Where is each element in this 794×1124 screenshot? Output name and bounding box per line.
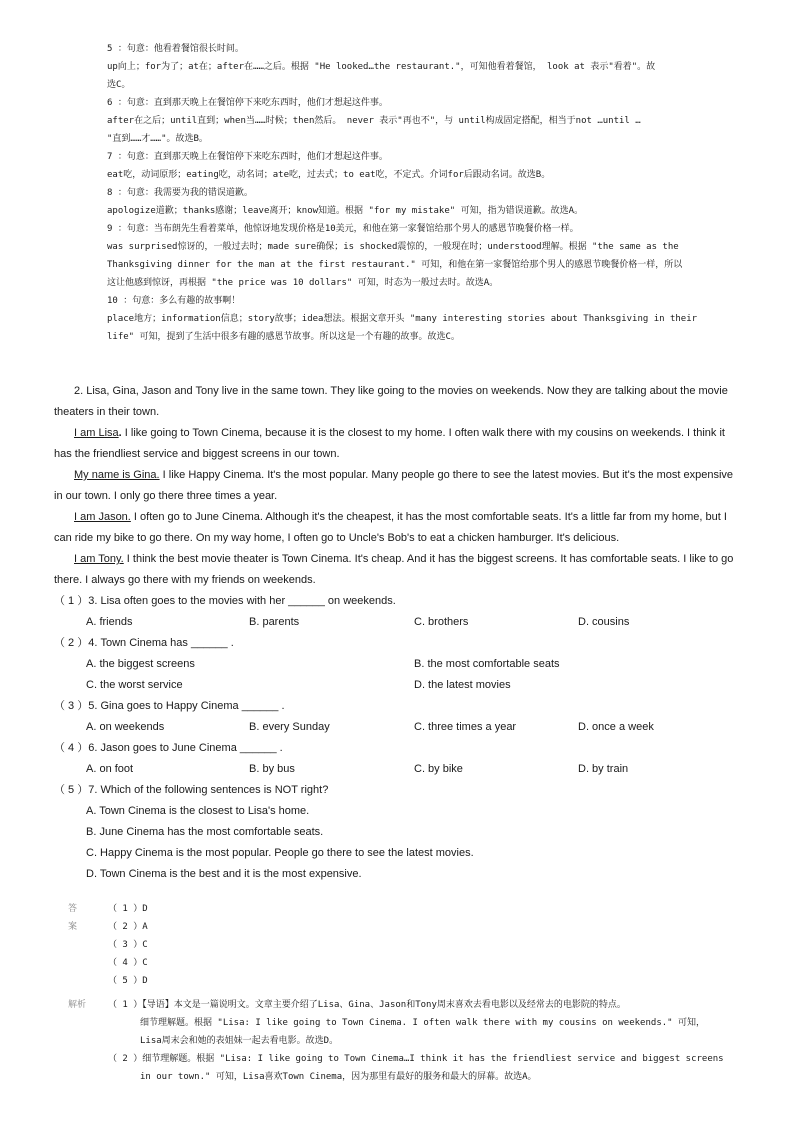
answer-option[interactable]: C. Happy Cinema is the most popular. People go there to see the latest movies. bbox=[86, 847, 474, 859]
speaker-punct: . bbox=[118, 427, 122, 439]
answer-option[interactable]: C. by bike bbox=[414, 763, 463, 775]
explanation-line: was surprised惊讶的，一般过去时；made sure确保；is shocked震惊的，一般现在时；understood理解。根据 "the same as the bbox=[107, 242, 679, 252]
explanation-line: Thanksgiving dinner for the man at the first restaurant." 可知，和他在第一家餐馆给那个男人的感恩节晚餐价格一样，所以 bbox=[107, 260, 683, 270]
answer-option[interactable]: D. cousins bbox=[578, 616, 630, 628]
explanation-line: 9 ：句意：当布朗先生看着菜单，他惊讶地发现价格是10美元，和他在第一家餐馆给那个男人的感恩节晚餐价格一样。 bbox=[107, 224, 579, 234]
explanation-line: 5 ：句意：他看着餐馆很长时间。 bbox=[107, 44, 244, 54]
answer-option[interactable]: A. friends bbox=[86, 616, 133, 628]
answer-option[interactable]: B. June Cinema has the most comfortable seats. bbox=[86, 826, 324, 838]
explanation-line: place地方；information信息；story故事；idea想法。根据文章开头 "many interesting stories about Thanksgiving in their bbox=[107, 314, 698, 324]
answer-item: （ 3 ）C bbox=[108, 940, 148, 950]
speaker-tony: I am Tony. bbox=[74, 553, 124, 565]
option-row bbox=[54, 654, 744, 675]
paragraph-text: I think the best movie theater is Town Cinema. It's cheap. And it has the biggest screens. It has comfortable seats. I like to go there. I always go there with my friends on weekends. bbox=[54, 553, 734, 586]
analysis-body bbox=[108, 996, 728, 1086]
question-stem: （ 1 ）3. Lisa often goes to the movies with her ______ on weekends. bbox=[54, 595, 396, 607]
paragraph-lisa bbox=[54, 423, 744, 465]
explanation-line: life" 可知，提到了生活中很多有趣的感恩节故事。所以这是一个有趣的故事。故选C。 bbox=[107, 332, 460, 342]
question-stem: （ 4 ）6. Jason goes to June Cinema ______ . bbox=[54, 742, 283, 754]
analysis-line: 细节理解题。根据 "Lisa: I like going to Town Cinema. I often walk there with my cousins on weekends." 可知， bbox=[140, 1018, 705, 1028]
previous-explanation bbox=[107, 40, 727, 346]
explanation-line: apologize道歉；thanks感谢；leave离开；know知道。根据 "for my mistake" 可知，指为错误道歉。故选A。 bbox=[107, 206, 583, 216]
question-item bbox=[54, 696, 744, 738]
answer-option[interactable]: A. the biggest screens bbox=[86, 658, 195, 670]
explanation-line: eat吃，动词原形；eating吃，动名词；ate吃，过去式；to eat吃，不定式。介词for后跟动名词。故选B。 bbox=[107, 170, 551, 180]
question-item bbox=[54, 780, 744, 885]
explanation-line: 这让他感到惊讶，再根据 "the price was 10 dollars" 可知，时态为一般过去时。故选A。 bbox=[107, 278, 499, 288]
speaker-lisa: I am Lisa bbox=[74, 427, 119, 439]
question-stem: （ 5 ）7. Which of the following sentences is NOT right? bbox=[54, 784, 329, 796]
analysis-line: （ 2 ）细节理解题。根据 "Lisa: I like going to Town Cinema…I think it has the friendliest service and biggest screens bbox=[108, 1054, 724, 1064]
explanation-line: 选C。 bbox=[107, 80, 131, 90]
explanation-line: up向上；for为了；at在；after在……之后。根据 "He looked…the restaurant."，可知他看着餐馆， look at 表示"看着"。故 bbox=[107, 62, 656, 72]
explanation-line: 10 ：句意：多么有趣的故事啊！ bbox=[107, 296, 241, 306]
answer-option[interactable]: B. every Sunday bbox=[249, 721, 330, 733]
explanation-line: 8 ：句意：我需要为我的错误道歉。 bbox=[107, 188, 253, 198]
question-stem: （ 2 ）4. Town Cinema has ______ . bbox=[54, 637, 234, 649]
question-item bbox=[54, 738, 744, 780]
analysis-line: （ 1 ）【导语】本文是一篇说明文。文章主要介绍了Lisa、Gina、Jason和Tony周末喜欢去看电影以及经常去的电影院的特点。 bbox=[108, 1000, 626, 1010]
explanation-line: after在之后；until直到；when当……时候；then然后。 never 表示"再也不"，与 until构成固定搭配，相当于not …until … bbox=[107, 116, 641, 126]
paragraph-text: I often go to June Cinema. Although it's the cheapest, it has the most comfortable seats. It's a little far from my home, but I can ride my bike to go there. On my way home, I often go to Uncle's Bob's to eat a chicken hamburger. It's delicious. bbox=[54, 511, 727, 544]
answer-option[interactable]: D. the latest movies bbox=[414, 679, 511, 691]
answer-option[interactable]: D. by train bbox=[578, 763, 629, 775]
answer-option[interactable]: A. on foot bbox=[86, 763, 134, 775]
question-stem: （ 3 ）5. Gina goes to Happy Cinema ______ . bbox=[54, 700, 285, 712]
explanation-line: 6 ：句意：直到那天晚上在餐馆停下来吃东西时，他们才想起这件事。 bbox=[107, 98, 388, 108]
paragraph-text: I like going to Town Cinema, because it is the closest to my home. I often walk there with my cousins on weekends. I think it has the friendliest service and biggest screens in our town. bbox=[54, 427, 725, 460]
passage-intro bbox=[54, 381, 744, 423]
answer-option[interactable]: C. brothers bbox=[414, 616, 469, 628]
answer-item: （ 5 ）D bbox=[108, 976, 148, 986]
explanation-line: "直到……才……"。故选B。 bbox=[107, 134, 208, 144]
answer-option[interactable]: C. the worst service bbox=[86, 679, 183, 691]
answer-label: 答案 bbox=[68, 904, 78, 932]
speaker-jason: I am Jason. bbox=[74, 511, 131, 523]
analysis-label: 解析 bbox=[68, 1000, 87, 1010]
analysis-line: in our town." 可知，Lisa喜欢Town Cinema，因为那里有最好的服务和最大的屏幕。故选A。 bbox=[140, 1072, 537, 1082]
question-item bbox=[54, 633, 744, 696]
paragraph-gina bbox=[54, 465, 744, 507]
answer-item: （ 4 ）C bbox=[108, 958, 148, 968]
speaker-gina: My name is Gina. bbox=[74, 469, 160, 481]
answer-item: （ 2 ）A bbox=[108, 922, 148, 932]
analysis-line: Lisa周末会和她的表姐妹一起去看电影。故选D。 bbox=[140, 1036, 339, 1046]
answer-option[interactable]: D. Town Cinema is the best and it is the most expensive. bbox=[86, 868, 362, 880]
answer-option[interactable]: A. on weekends bbox=[86, 721, 165, 733]
option-row bbox=[54, 717, 744, 738]
explanation-line: 7 ：句意：直到那天晚上在餐馆停下来吃东西时，他们才想起这件事。 bbox=[107, 152, 388, 162]
answer-list bbox=[108, 900, 148, 990]
answer-option[interactable]: B. the most comfortable seats bbox=[414, 658, 560, 670]
answer-option[interactable]: B. parents bbox=[249, 616, 300, 628]
option-row bbox=[54, 612, 744, 633]
option-row bbox=[54, 759, 744, 780]
answer-option[interactable]: A. Town Cinema is the closest to Lisa's home. bbox=[86, 805, 310, 817]
paragraph-jason bbox=[54, 507, 744, 549]
reading-passage bbox=[54, 381, 744, 591]
question-list bbox=[54, 591, 744, 885]
answer-item: （ 1 ）D bbox=[108, 904, 148, 914]
answer-option[interactable]: C. three times a year bbox=[414, 721, 517, 733]
paragraph-text: I like Happy Cinema. It's the most popular. Many people go there to see the latest movies. But it's the most expensive in our town. I only go there three times a year. bbox=[54, 469, 734, 502]
passage-intro-text: 2. Lisa, Gina, Jason and Tony live in the same town. They like going to the movies on weekends. Now they are talking about the movie theaters in their town. bbox=[54, 385, 728, 418]
answer-option[interactable]: D. once a week bbox=[578, 721, 654, 733]
option-row bbox=[54, 675, 744, 696]
paragraph-tony bbox=[54, 549, 744, 591]
answer-option[interactable]: B. by bus bbox=[249, 763, 295, 775]
question-item bbox=[54, 591, 744, 633]
